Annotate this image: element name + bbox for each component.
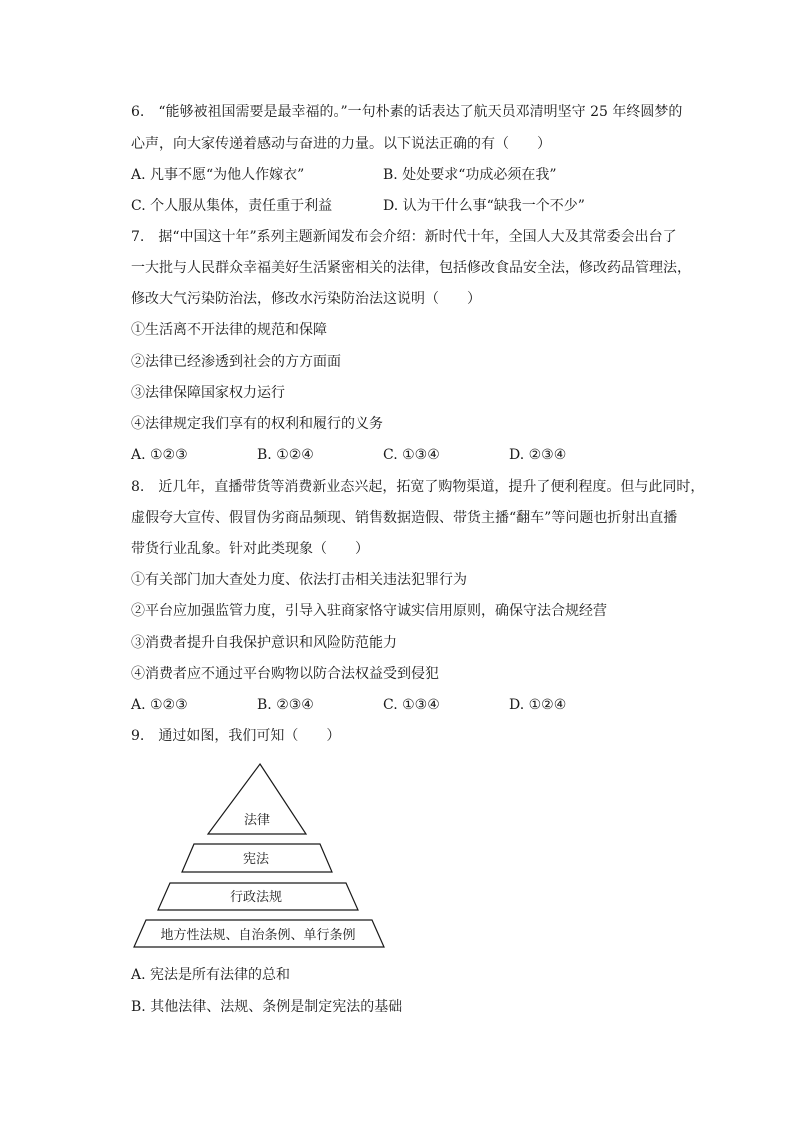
- q6-stem-line-2: 心声，向大家传递着感动与奋进的力量。以下说法正确的有（ ）: [131, 136, 551, 152]
- pyramid-level-4-label: 地方性法规、自治条例、单行条例: [160, 928, 356, 943]
- q7-item-2: ②法律已经渗透到社会的方方面面: [131, 354, 341, 370]
- pyramid-level-1-label: 法律: [243, 813, 271, 828]
- q8-option-b[interactable]: B. ②③④: [257, 697, 314, 713]
- q8-option-c[interactable]: C. ①③④: [383, 697, 440, 713]
- q7-stem-line-2: 一大批与人民群众幸福美好生活紧密相关的法律，包括修改食品安全法，修改药品管理法，: [131, 260, 691, 276]
- q7-item-3: ③法律保障国家权力运行: [131, 385, 285, 401]
- q6-option-b[interactable]: B. 处处要求“功成必须在我”: [383, 167, 557, 183]
- pyramid-level-2-label: 宪法: [242, 852, 270, 867]
- q8-option-a[interactable]: A. ①②③: [131, 697, 188, 713]
- q7-option-a[interactable]: A. ①②③: [131, 447, 188, 463]
- q8-option-d[interactable]: D. ①②④: [509, 697, 567, 713]
- q7-item-1: ①生活离不开法律的规范和保障: [131, 322, 327, 338]
- q9-option-a[interactable]: A. 宪法是所有法律的总和: [131, 967, 291, 983]
- pyramid-level-3-label: 行政法规: [229, 890, 283, 905]
- q8-stem-line-3: 带货行业乱象。针对此类现象（ ）: [131, 541, 369, 557]
- q8-stem-line-1: 8. 近几年，直播带货等消费新业态兴起，拓宽了购物渠道，提升了便利程度。但与此同时，: [131, 479, 705, 495]
- q9-option-b[interactable]: B. 其他法律、法规、条例是制定宪法的基础: [131, 999, 403, 1015]
- q6-option-d[interactable]: D. 认为干什么事“缺我一个不少”: [383, 198, 585, 214]
- q7-stem-line-1: 7. 据“中国这十年”系列主题新闻发布会介绍：新时代十年，全国人大及其常委会出台了: [131, 229, 677, 245]
- q6-option-a[interactable]: A. 凡事不愿“为他人作嫁衣”: [131, 167, 305, 183]
- q8-item-1: ①有关部门加大查处力度、依法打击相关违法犯罪行为: [131, 572, 467, 588]
- q9-stem: 9. 通过如图，我们可知（ ）: [131, 728, 341, 744]
- q7-item-4: ④法律规定我们享有的权利和履行的义务: [131, 416, 383, 432]
- q6-stem-line-1: 6. “能够被祖国需要是最幸福的。”一句朴素的话表达了航天员邓清明坚守 25 年终圆梦的: [131, 104, 683, 120]
- q8-item-4: ④消费者应不通过平台购物以防合法权益受到侵犯: [131, 666, 439, 682]
- q7-stem-line-3: 修改大气污染防治法，修改水污染防治法这说明（ ）: [131, 291, 481, 307]
- q7-option-d[interactable]: D. ②③④: [509, 447, 567, 463]
- q6-option-c[interactable]: C. 个人服从集体，责任重于利益: [131, 198, 333, 214]
- q7-option-c[interactable]: C. ①③④: [383, 447, 440, 463]
- q8-item-2: ②平台应加强监管力度，引导入驻商家恪守诚实信用原则，确保守法合规经营: [131, 603, 607, 619]
- q8-item-3: ③消费者提升自我保护意识和风险防范能力: [131, 635, 397, 651]
- q7-option-b[interactable]: B. ①②④: [257, 447, 314, 463]
- q8-stem-line-2: 虚假夸大宣传、假冒伪劣商品频现、销售数据造假、带货主播“翻车”等问题也折射出直播: [131, 510, 678, 526]
- legal-hierarchy-pyramid: [130, 760, 390, 952]
